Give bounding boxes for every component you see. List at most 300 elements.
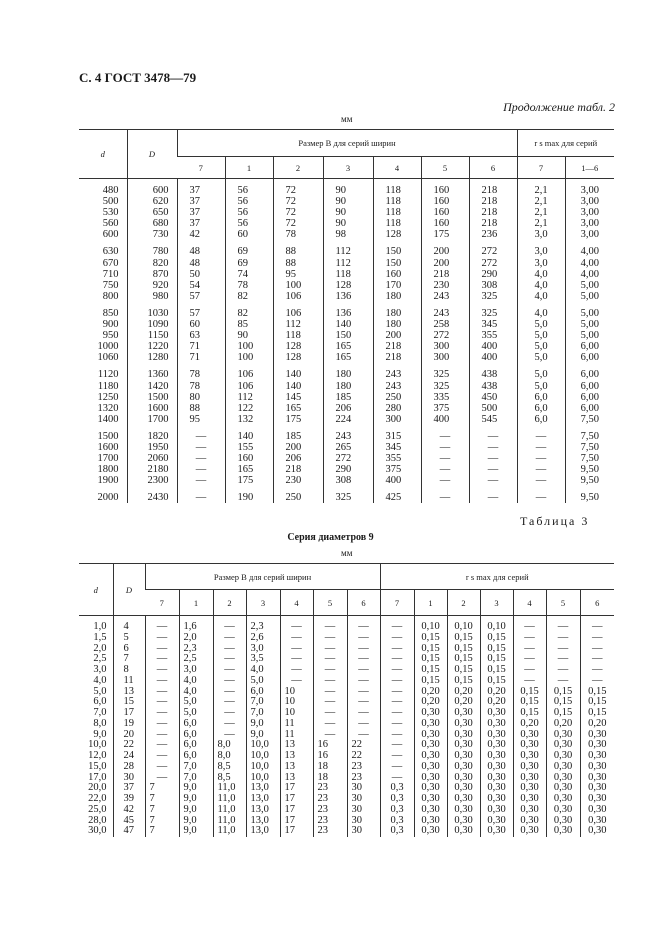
t3-cell: — (313, 697, 347, 708)
t3-cell: — (513, 616, 546, 633)
t2-cell: 243 (323, 425, 373, 442)
t3-cell: — (347, 676, 380, 687)
t3-cell: — (313, 644, 347, 655)
t2-cell: 78 (177, 381, 225, 392)
t2-cell: — (517, 442, 565, 453)
t2-cell: 165 (225, 464, 273, 475)
t3-cell: 0,30 (447, 751, 480, 762)
t3-cell: 0,15 (513, 687, 546, 698)
t2-row (79, 291, 614, 302)
t3-cell: — (347, 633, 380, 644)
t3-cell: — (347, 665, 380, 676)
t2-cell: 56 (225, 207, 273, 218)
t2-row (79, 258, 614, 269)
t3-cell: — (380, 633, 414, 644)
t2-cell: 200 (273, 442, 323, 453)
t3-cell: 23 (347, 773, 380, 784)
t3-cell: 0,20 (580, 719, 614, 730)
t3-cell: 8,5 (213, 773, 246, 784)
t3-cell: 0,30 (447, 730, 480, 741)
t3-cell: — (213, 708, 246, 719)
t3-cell: 0,30 (580, 740, 614, 751)
t3-cell: 0,30 (480, 740, 513, 751)
t2-cell: 1700 (97, 453, 119, 465)
t3-cell: 13,0 (246, 805, 280, 816)
t3-cell: 0,30 (580, 805, 614, 816)
t3-cell: 0,30 (414, 773, 447, 784)
t3-cell: 47 (113, 826, 145, 837)
t2-cell: 150 (323, 330, 373, 341)
t2-cell: 54 (177, 280, 225, 291)
t2col-subheader: 4 (373, 157, 421, 179)
t3-cell: 3,5 (246, 654, 280, 665)
t3-cell: 19 (113, 719, 145, 730)
t3-cell: 0,30 (447, 826, 480, 837)
t2-row (79, 442, 614, 453)
t2-cell: 300 (421, 352, 469, 363)
t2-cell: 345 (469, 319, 517, 330)
t2-cell: 82 (225, 291, 273, 302)
t3-header-size-b: Размер B для серий ширин (145, 564, 380, 590)
t3-cell: 1,0 (93, 621, 107, 632)
t2-cell: 315 (373, 425, 421, 442)
t3-cell: 39 (113, 794, 145, 805)
t2-row (79, 269, 614, 280)
t2-cell: 243 (421, 302, 469, 319)
t2-cell: 128 (273, 341, 323, 352)
t2-cell: — (517, 425, 565, 442)
t2-cell: 140 (225, 425, 273, 442)
t3-cell: 15,0 (88, 760, 107, 772)
t2-row (79, 475, 614, 486)
t3-cell: — (546, 654, 580, 665)
t3-cell: 11,0 (213, 794, 246, 805)
t2-cell: — (421, 442, 469, 453)
t3-cell: — (580, 665, 614, 676)
t3-cell: 0,30 (414, 719, 447, 730)
t2-cell: 72 (273, 218, 323, 229)
t2-cell: — (469, 464, 517, 475)
t3-header-D: D (113, 564, 145, 616)
t2-cell: — (421, 486, 469, 503)
t2-cell: 118 (373, 207, 421, 218)
t3-cell: 16 (313, 740, 347, 751)
header-r-smax: r s max для серий (517, 130, 614, 157)
t2-cell: 95 (177, 414, 225, 425)
t2-cell: 6,0 (517, 392, 565, 403)
t2-cell: 325 (421, 363, 469, 380)
t2-cell: 50 (177, 269, 225, 280)
t3-cell: 24 (113, 751, 145, 762)
t2-cell: 9,50 (565, 464, 614, 475)
t3-cell: 0,15 (447, 654, 480, 665)
t2-cell: 5,00 (565, 319, 614, 330)
t2-cell: 140 (273, 381, 323, 392)
t3-cell: 7 (145, 783, 179, 794)
t3-cell: 23 (313, 816, 347, 827)
t2-cell: 1280 (127, 352, 177, 363)
t2-cell: — (517, 475, 565, 486)
t2-cell: 870 (127, 269, 177, 280)
t2-cell: 136 (323, 291, 373, 302)
t3-cell: — (313, 654, 347, 665)
t2-cell: — (469, 442, 517, 453)
t2-cell: 5,0 (517, 330, 565, 341)
t3-cell: 17 (280, 805, 313, 816)
t2-cell: 42 (177, 229, 225, 240)
t3-cell: 22 (347, 740, 380, 751)
t2-cell: 400 (421, 414, 469, 425)
t3-cell: — (145, 719, 179, 730)
t2-cell: 160 (421, 196, 469, 207)
t3-cell: 17 (280, 783, 313, 794)
t2-cell: 850 (102, 307, 119, 319)
t3-cell: — (313, 633, 347, 644)
t2-cell: 98 (323, 229, 373, 240)
t3-cell: — (546, 644, 580, 655)
t2-cell: 900 (102, 319, 119, 331)
t2-cell: 800 (102, 290, 119, 302)
t3-cell: 23 (313, 826, 347, 837)
t3-cell: 11,0 (213, 826, 246, 837)
t2-cell: 106 (273, 302, 323, 319)
t3-cell: 0,30 (546, 773, 580, 784)
t2-cell: 3,00 (565, 196, 614, 207)
t3-cell: 0,30 (447, 816, 480, 827)
t3-cell: — (580, 644, 614, 655)
t2-cell: 206 (273, 453, 323, 464)
t3-cell: — (280, 654, 313, 665)
t3-cell: — (546, 616, 580, 633)
t2-cell: 72 (273, 196, 323, 207)
t2-cell: 132 (225, 414, 273, 425)
t3-cell: 9,0 (246, 719, 280, 730)
t2col-subheader: 6 (469, 157, 517, 179)
t3-cell: — (213, 697, 246, 708)
t3-cell: 10,0 (246, 762, 280, 773)
t3-cell: — (513, 644, 546, 655)
t3-cell: 8,0 (93, 717, 107, 729)
t3-cell: 3,0 (179, 665, 213, 676)
t2-cell: 5,0 (517, 341, 565, 352)
t2-cell: 308 (323, 475, 373, 486)
t2-cell: 9,50 (565, 486, 614, 503)
t2-cell: 3,0 (517, 240, 565, 257)
t2-cell: 218 (469, 196, 517, 207)
t2-cell: 2430 (127, 486, 177, 503)
t3-cell: 0,30 (447, 805, 480, 816)
t3-cell: 0,15 (480, 633, 513, 644)
t3-row (79, 762, 614, 773)
t2-cell: 165 (273, 403, 323, 414)
t2-cell: 250 (373, 392, 421, 403)
t3-cell: 11 (280, 719, 313, 730)
t2-cell: — (421, 453, 469, 464)
t3-cell: 5 (113, 633, 145, 644)
t2-cell: 325 (469, 302, 517, 319)
t3-cell: — (380, 762, 414, 773)
t2-cell: 290 (323, 464, 373, 475)
t2-cell: 4,0 (517, 269, 565, 280)
t2-cell: 2180 (127, 464, 177, 475)
t2-cell: 160 (421, 207, 469, 218)
t2-cell: 118 (323, 269, 373, 280)
t2-cell: 1250 (97, 391, 119, 403)
t2-cell: 57 (177, 302, 225, 319)
t3-cell: 0,30 (546, 816, 580, 827)
t2-cell: 630 (102, 246, 119, 258)
t3col-subheader: 4 (513, 590, 546, 616)
t2-cell: 5,00 (565, 280, 614, 291)
t2-cell: 730 (127, 229, 177, 240)
t2-cell: 272 (469, 240, 517, 257)
t2-cell: 1180 (97, 380, 119, 392)
t3-cell: 17 (280, 816, 313, 827)
t2-cell: 71 (177, 352, 225, 363)
t2-cell: 106 (225, 363, 273, 380)
t2-cell: 243 (373, 381, 421, 392)
t3-cell: 2,0 (93, 642, 107, 654)
t2-row (79, 453, 614, 464)
t3-cell: 0,30 (414, 826, 447, 837)
t3-cell: 23 (313, 783, 347, 794)
t2-cell: 185 (273, 425, 323, 442)
t2-cell: 600 (102, 229, 119, 241)
t2-cell: 3,00 (565, 207, 614, 218)
t3-cell: 0,15 (546, 708, 580, 719)
t3-cell: — (347, 697, 380, 708)
t3-cell: 0,30 (513, 740, 546, 751)
t3-cell: 4,0 (246, 665, 280, 676)
t3col-subheader: 6 (580, 590, 614, 616)
t2col-subheader: 2 (273, 157, 323, 179)
t3-cell: — (546, 665, 580, 676)
t3-cell: 0,30 (414, 794, 447, 805)
t2-cell: 265 (323, 442, 373, 453)
t2-cell: 250 (273, 486, 323, 503)
t2-cell: 69 (225, 258, 273, 269)
t2-cell: 230 (421, 280, 469, 291)
t3-cell: — (347, 719, 380, 730)
t2-row (79, 302, 614, 319)
t2-cell: 2,1 (517, 196, 565, 207)
t3-cell: 3,0 (246, 644, 280, 655)
t2-cell: 90 (225, 330, 273, 341)
t3-cell: 0,20 (546, 719, 580, 730)
t2-cell: 1090 (127, 319, 177, 330)
t2-cell: 425 (373, 486, 421, 503)
t3-cell: 0,30 (414, 762, 447, 773)
t3col-subheader: 5 (546, 590, 580, 616)
t2-cell: 180 (373, 291, 421, 302)
t3-cell: 0,30 (580, 751, 614, 762)
t3-cell: — (380, 773, 414, 784)
t3-cell: — (145, 633, 179, 644)
t2-cell: 37 (177, 196, 225, 207)
t3-cell: 18 (313, 762, 347, 773)
t3-cell: 0,15 (513, 697, 546, 708)
t3-cell: 0,30 (480, 719, 513, 730)
t3-cell: 10 (280, 687, 313, 698)
t2-row (79, 403, 614, 414)
t3-cell: 2,5 (93, 653, 107, 665)
t3-cell: 0,30 (580, 762, 614, 773)
t3-cell: 30 (113, 773, 145, 784)
t3-header-r-smax: r s max для серий (380, 564, 614, 590)
t3-cell: 0,30 (546, 740, 580, 751)
t3-cell: 30 (347, 783, 380, 794)
t2-cell: 160 (373, 269, 421, 280)
t2-cell: 200 (421, 240, 469, 257)
t3-cell: 0,20 (447, 687, 480, 698)
t2-cell: 218 (373, 352, 421, 363)
t3-cell: 0,30 (580, 783, 614, 794)
t3-cell: 7 (145, 805, 179, 816)
t3-cell: 0,30 (513, 773, 546, 784)
t3-cell: 7 (145, 826, 179, 837)
t3-cell: 13 (280, 762, 313, 773)
t2-cell: 1600 (97, 441, 119, 453)
t2-cell: 1500 (97, 430, 119, 442)
t3-row (79, 805, 614, 816)
t2-cell: 6,00 (565, 363, 614, 380)
t2-cell: 3,00 (565, 229, 614, 240)
t3-cell: 10,0 (88, 739, 107, 751)
t3-cell: 15 (113, 697, 145, 708)
t3-cell: 0,30 (513, 762, 546, 773)
table-caption: Серия диаметров 9 (287, 532, 374, 543)
t2-cell: 200 (421, 258, 469, 269)
t2-cell: 160 (421, 218, 469, 229)
t2-cell: 90 (323, 207, 373, 218)
t3-cell: — (213, 730, 246, 741)
t2-cell: 4,0 (517, 291, 565, 302)
t2-cell: 118 (373, 196, 421, 207)
t2-cell: 180 (323, 381, 373, 392)
t3-cell: 0,30 (480, 751, 513, 762)
t3-cell: 16 (313, 751, 347, 762)
t2-cell: 90 (323, 218, 373, 229)
t3-cell: 5,0 (246, 676, 280, 687)
t2-cell: 218 (273, 464, 323, 475)
t3-cell: 0,15 (447, 644, 480, 655)
t2-cell: 100 (273, 280, 323, 291)
t3-cell: 0,15 (580, 708, 614, 719)
t2-cell: 60 (177, 319, 225, 330)
t3-cell: 13 (280, 773, 313, 784)
t3-cell: 1,6 (179, 616, 213, 633)
t3-cell: — (580, 616, 614, 633)
t3-cell: — (145, 740, 179, 751)
t3-cell: 37 (113, 783, 145, 794)
t2-cell: 3,0 (517, 229, 565, 240)
t2-cell: 2060 (127, 453, 177, 464)
t3-cell: 6,0 (179, 719, 213, 730)
t2col-subheader: 7 (177, 157, 225, 179)
t2-cell: 56 (225, 179, 273, 197)
t3col-subheader: 7 (380, 590, 414, 616)
t2-cell: 5,00 (565, 291, 614, 302)
t2-cell: 78 (177, 363, 225, 380)
t2-cell: 155 (225, 442, 273, 453)
t3-cell: 25,0 (88, 803, 107, 815)
t2-cell: 300 (421, 341, 469, 352)
t2-cell: 118 (373, 218, 421, 229)
t2-cell: 88 (273, 240, 323, 257)
t3-cell: 0,30 (546, 762, 580, 773)
t3-cell: 0,30 (480, 783, 513, 794)
t2-cell: 6,00 (565, 403, 614, 414)
t3-cell: — (380, 687, 414, 698)
t3-cell: 0,15 (447, 665, 480, 676)
t3-cell: 11,0 (213, 816, 246, 827)
t2-cell: 48 (177, 258, 225, 269)
t3-cell: 30 (347, 794, 380, 805)
t3-cell: — (145, 708, 179, 719)
t2col-subheader: 3 (323, 157, 373, 179)
t3-cell: 7 (113, 654, 145, 665)
t2-cell: 1700 (127, 414, 177, 425)
t3-cell: 10,0 (246, 751, 280, 762)
t3-cell: 7,0 (246, 697, 280, 708)
t2-cell: 560 (102, 218, 119, 230)
t2-cell: 2,1 (517, 207, 565, 218)
t3-cell: 0,15 (480, 665, 513, 676)
t3-cell: 13 (113, 687, 145, 698)
t3-cell: 4,0 (93, 674, 107, 686)
t3-cell: 28,0 (88, 814, 107, 826)
t2-cell: 3,0 (517, 258, 565, 269)
t2-cell: 280 (373, 403, 421, 414)
t2-cell: — (177, 486, 225, 503)
t2-cell: 2,1 (517, 218, 565, 229)
t2-cell: 1030 (127, 302, 177, 319)
t3-cell: 11,0 (213, 783, 246, 794)
t2-row (79, 229, 614, 240)
t2-cell: 106 (225, 381, 273, 392)
t2-cell: 308 (469, 280, 517, 291)
t2-cell: 243 (421, 291, 469, 302)
t2-cell: 545 (469, 414, 517, 425)
t3-cell: 0,10 (447, 616, 480, 633)
t3col-subheader: 2 (213, 590, 246, 616)
t3-cell: — (313, 719, 347, 730)
t3-cell: 0,15 (580, 697, 614, 708)
t3-cell: — (213, 616, 246, 633)
t3-cell: — (347, 687, 380, 698)
t3-cell: — (313, 616, 347, 633)
t2-cell: 438 (469, 381, 517, 392)
t3-cell: 17 (280, 826, 313, 837)
t2-cell: 2,1 (517, 179, 565, 197)
t3-cell: 4 (113, 616, 145, 633)
t3-cell: 6,0 (179, 740, 213, 751)
t3-cell: 0,30 (414, 805, 447, 816)
t2-row (79, 207, 614, 218)
t2-cell: 950 (102, 330, 119, 342)
t3-cell: — (546, 633, 580, 644)
t2-cell: 128 (323, 280, 373, 291)
t3-cell: 13,0 (246, 826, 280, 837)
t3-cell: — (213, 633, 246, 644)
t3-cell: 0,15 (414, 633, 447, 644)
t2-row (79, 240, 614, 257)
t3-cell: 28 (113, 762, 145, 773)
t3-cell: 7 (145, 816, 179, 827)
t2-row (79, 414, 614, 425)
t2-cell: 4,00 (565, 269, 614, 280)
t3col-subheader: 7 (145, 590, 179, 616)
